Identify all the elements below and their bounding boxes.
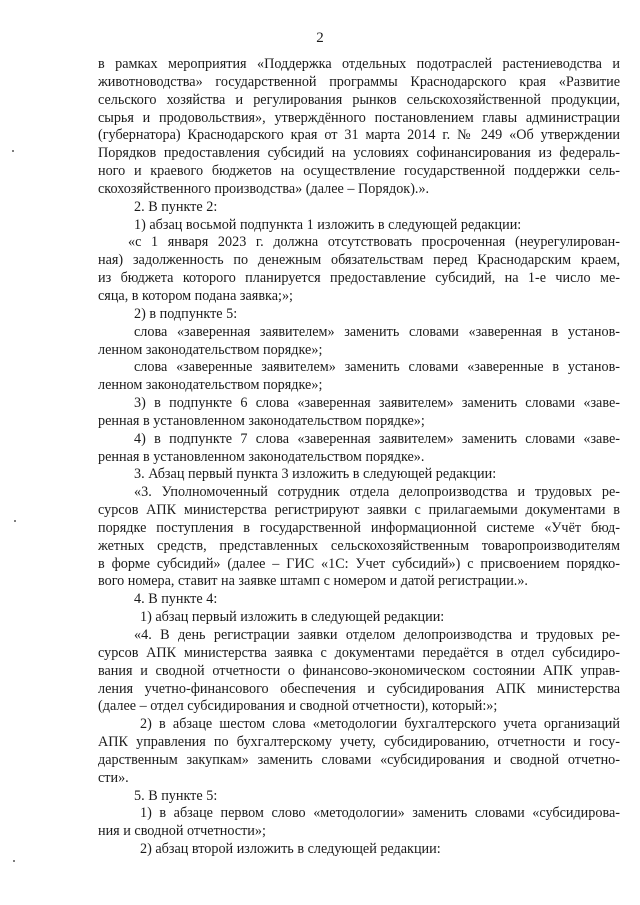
text-line: 1) абзац первый изложить в следующей редакции: xyxy=(140,609,445,626)
section-heading: 3. Абзац первый пункта 3 изложить в следующей редакции: xyxy=(134,466,497,483)
text-line: слова «заверенная заявителем» заменить словами «заверенная в установ- xyxy=(134,323,620,340)
text-line: слова «заверенные заявителем» заменить словами «заверенные в установ- xyxy=(134,359,620,376)
scan-speck xyxy=(13,860,15,862)
text-line: из бюджета которого планируется предоставление субсидий, на 1-е число ме- xyxy=(98,270,620,287)
text-line: «4. В день регистрации заявки отделом делопроизводства и трудовых ре- xyxy=(134,627,620,643)
text-line: дарственным закупкам» заменить словами «субсидирования и сводной отчетно- xyxy=(98,751,620,768)
text-line: ленном законодательством порядке»; xyxy=(98,341,323,358)
text-line: ления учетно-финансового обеспечения и субсидирования АПК министерства xyxy=(98,680,620,697)
text-line: ного и краевого бюджетов на осуществление государственной поддержки сель- xyxy=(98,163,620,180)
text-line: сурсов АПК министерства регистрируют заявки с прилагаемыми документами в xyxy=(98,502,620,519)
text-line: сяца, в котором подана заявка;»; xyxy=(98,287,293,304)
text-line: «с 1 января 2023 г. должна отсутствовать просроченная (неурегулирован- xyxy=(128,234,620,251)
text-line: (далее – отдел субсидирования и сводной отчетности), который:»; xyxy=(98,698,498,715)
text-line: вания и сводной отчетности о финансово-экономическом состоянии АПК управ- xyxy=(98,662,620,679)
text-line: 1) в абзаце первом слово «методологии» заменить словами «субсидирова- xyxy=(140,805,620,822)
section-heading: 4. В пункте 4: xyxy=(134,591,218,608)
scan-speck xyxy=(12,150,14,152)
scan-speck xyxy=(14,520,16,522)
text-line: сти». xyxy=(98,769,129,786)
text-line: АПК управления по бухгалтерскому учету, субсидированию, отчетности и госу- xyxy=(98,734,620,751)
text-line: жетных средств, представленных сельскохозяйственным товаропроизводителям xyxy=(98,537,620,554)
text-line: сурсов АПК министерства заявка с документами передаётся в отдел субсидиро- xyxy=(98,644,620,661)
text-line: ния и сводной отчетности»; xyxy=(98,823,266,840)
text-line: ленном законодательством порядке»; xyxy=(98,377,323,394)
text-line: 4) в подпункте 7 слова «заверенная заявителем» заменить словами «заве- xyxy=(134,430,620,447)
text-line: 3) в подпункте 6 слова «заверенная заявителем» заменить словами «заве- xyxy=(134,395,620,412)
text-line: порядке поступления в государственной информационной системе «Учёт бюд- xyxy=(98,519,620,536)
text-line: сельского хозяйства и регулирования рынков сельскохозяйственной продукции, xyxy=(98,91,620,108)
text-line: животноводства» государственной программы Краснодарского края «Развитие xyxy=(98,73,620,90)
text-line: 2) абзац второй изложить в следующей редакции: xyxy=(140,841,441,858)
text-line: в рамках мероприятия «Поддержка отдельных подотраслей растениеводства и xyxy=(98,56,620,72)
section-heading: 5. В пункте 5: xyxy=(134,787,218,804)
text-line: сырья и продовольствия», утверждённого постановлением главы администрации xyxy=(98,109,620,126)
section-heading: 2. В пункте 2: xyxy=(134,198,218,215)
text-line: ная) задолженность по денежным обязательствам перед Краснодарским краем, xyxy=(98,252,620,269)
text-line: «3. Уполномоченный сотрудник отдела делопроизводства и трудовых ре- xyxy=(134,484,620,501)
document-text xyxy=(98,56,620,859)
text-line: в форме субсидий» (далее – ГИС «1С: Учет субсидий») с присвоением порядко- xyxy=(98,555,620,572)
text-line: 1) абзац восьмой подпункта 1 изложить в следующей редакции: xyxy=(134,216,522,233)
text-line: ренная в установленном законодательством порядке». xyxy=(98,448,425,465)
text-line: ренная в установленном законодательством порядке»; xyxy=(98,412,425,429)
text-line: 2) в абзаце шестом слова «методологии бухгалтерского учета организаций xyxy=(140,716,620,733)
page-number: 2 xyxy=(316,30,324,46)
text-line: скохозяйственного производства» (далее – Порядок).». xyxy=(98,180,430,197)
text-line: (губернатора) Краснодарского края от 31 марта 2014 г. № 249 «Об утверждении xyxy=(98,127,620,144)
text-line: Порядков предоставления субсидий на условиях софинансирования из федераль- xyxy=(98,145,620,162)
text-line: 2) в подпункте 5: xyxy=(134,305,238,322)
text-line: вого номера, ставит на заявке штамп с номером и датой регистрации.». xyxy=(98,573,528,590)
